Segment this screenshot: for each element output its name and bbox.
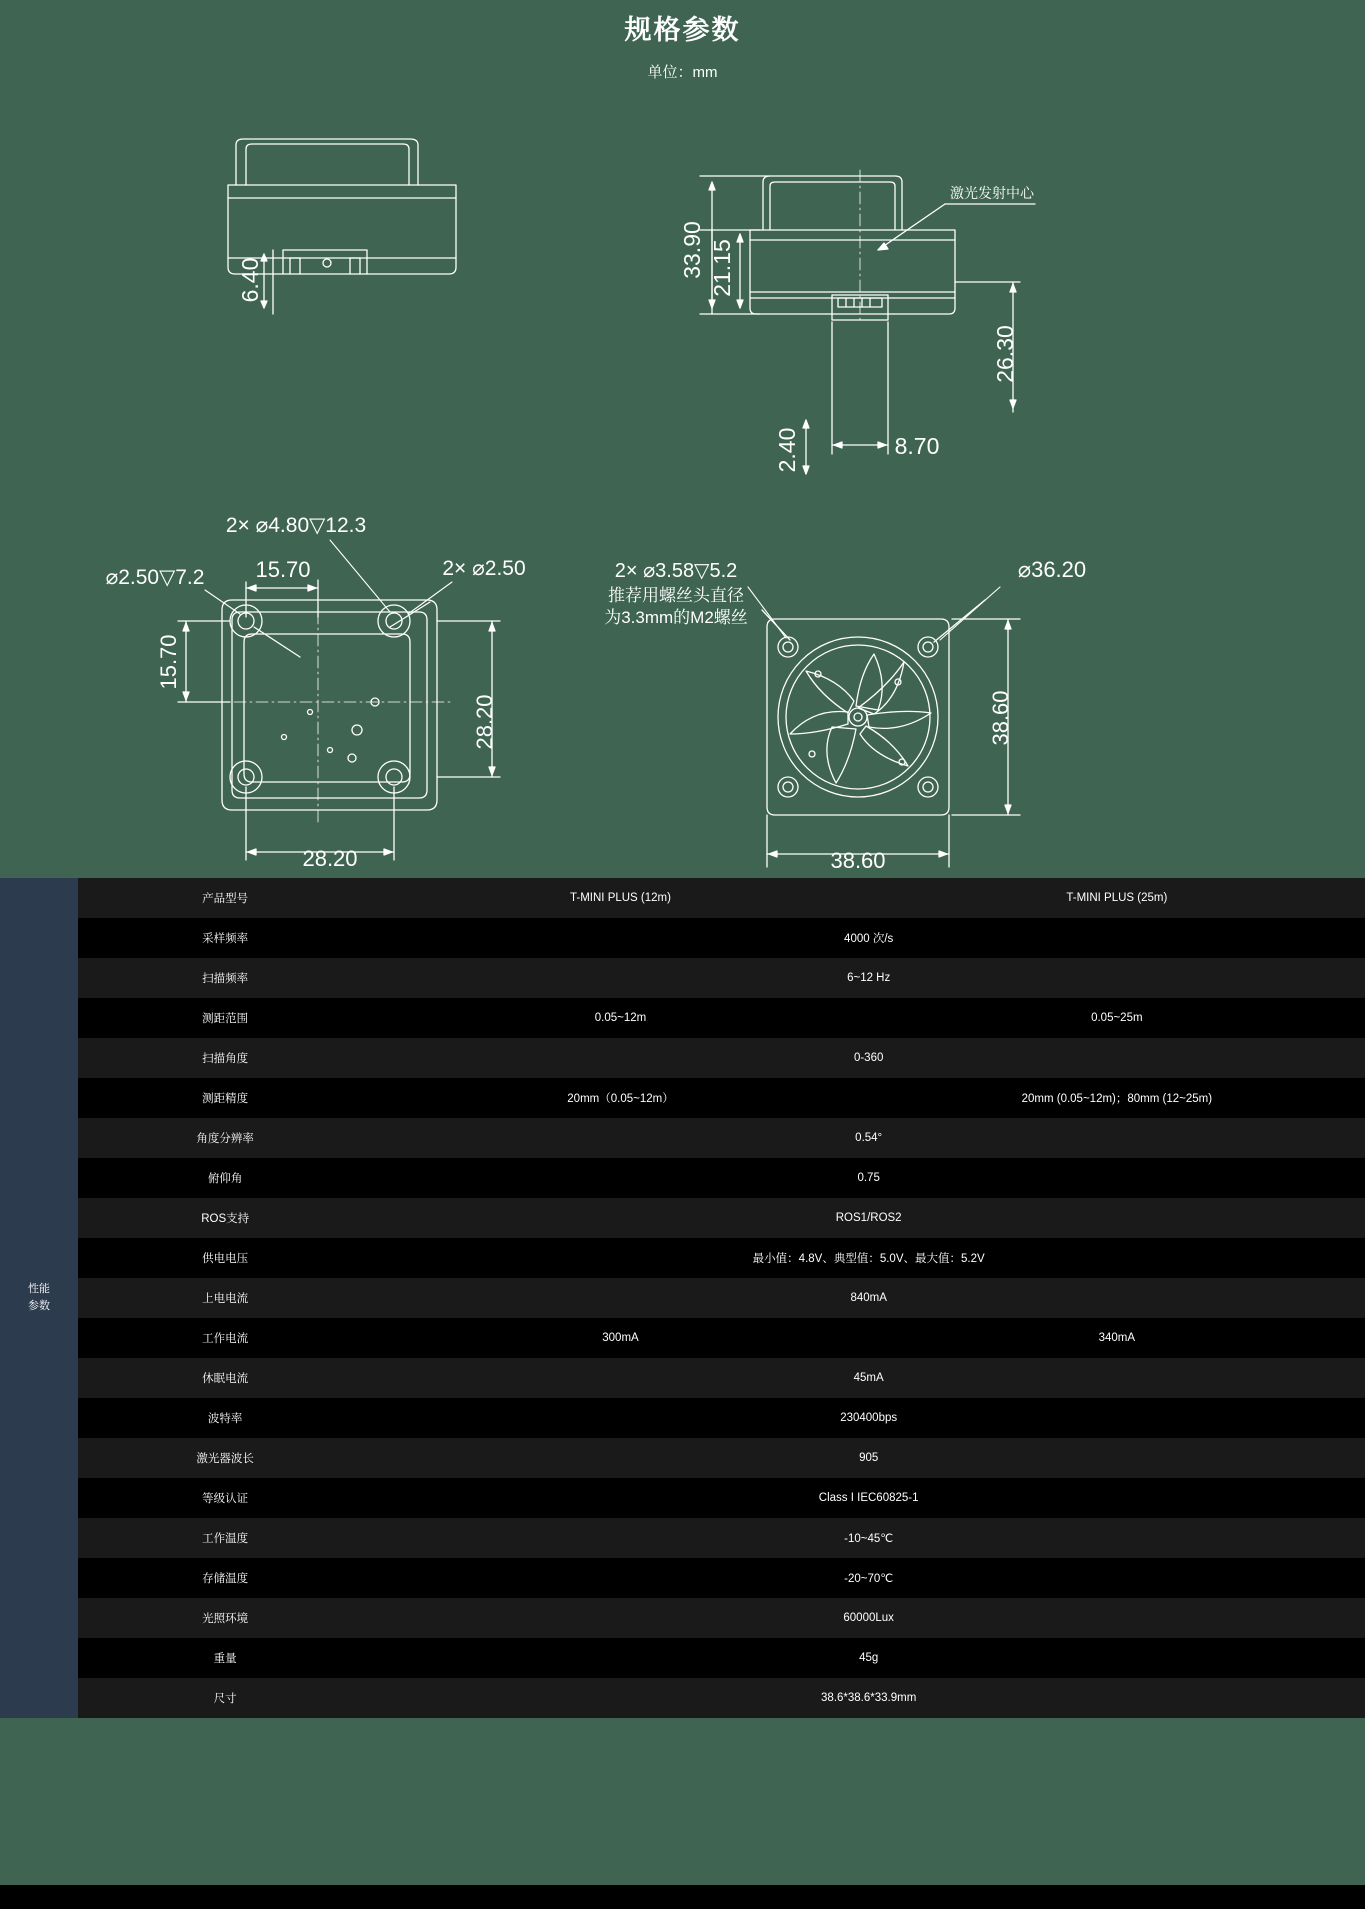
dim-2-40 [803, 420, 809, 474]
label-top-w: 38.60 [830, 848, 886, 873]
spec-value: 0-360 [372, 1038, 1365, 1078]
table-row [78, 958, 1365, 998]
table-row [78, 1238, 1365, 1278]
spec-value: 230400bps [372, 1398, 1365, 1438]
table-row [78, 1558, 1365, 1598]
label-top-dia: ⌀36.20 [1017, 557, 1087, 582]
spec-value-12m: 300mA [372, 1318, 868, 1358]
table-row [78, 1518, 1365, 1558]
spec-key: 激光器波长 [78, 1438, 372, 1478]
spec-value-25m: 340mA [869, 1318, 1365, 1358]
label-bottom-hole-b: 2× ⌀2.50 [442, 557, 526, 580]
spec-value-25m: 0.05~25m [869, 998, 1365, 1038]
label-front-depth: 6.40 [237, 257, 263, 303]
table-footer-strip [0, 1885, 1365, 1909]
table-row [78, 1398, 1365, 1438]
spec-value-12m: T-MINI PLUS (12m) [372, 878, 868, 918]
table-row [78, 1678, 1365, 1718]
spec-table-wrapper [0, 878, 1365, 1718]
spec-key: 扫描角度 [78, 1038, 372, 1078]
spec-value: 0.54° [372, 1118, 1365, 1158]
label-height-total: 33.90 [679, 221, 705, 279]
spec-key: 工作温度 [78, 1518, 372, 1558]
table-row [78, 1638, 1365, 1678]
unit-note: 单位：mm [647, 64, 718, 81]
label-top-hole: 2× ⌀3.58▽5.2 [614, 560, 738, 582]
table-row [78, 878, 1365, 918]
top-view-drawing [762, 600, 985, 815]
spec-key: 供电电压 [78, 1238, 372, 1278]
side-label-line2: 参数 [28, 1300, 50, 1312]
table-row [78, 1478, 1365, 1518]
spec-key: 产品型号 [78, 878, 372, 918]
spec-value: 905 [372, 1438, 1365, 1478]
table-row [78, 1158, 1365, 1198]
spec-value: Class I IEC60825-1 [372, 1478, 1365, 1518]
spec-value: -20~70℃ [372, 1558, 1365, 1598]
label-bottom-h1: 15.70 [156, 634, 181, 690]
table-row [78, 1598, 1365, 1638]
table-row [78, 1318, 1365, 1358]
spec-key: 等级认证 [78, 1478, 372, 1518]
spec-value: 60000Lux [372, 1598, 1365, 1638]
spec-key: ROS支持 [78, 1198, 372, 1238]
table-row [78, 1198, 1365, 1238]
label-conn-width: 8.70 [894, 433, 940, 459]
spec-value: ROS1/ROS2 [372, 1198, 1365, 1238]
page-title: 规格参数 [624, 15, 741, 45]
spec-key: 光照环境 [78, 1598, 372, 1638]
label-bottom-hole-a: 2× ⌀4.80▽12.3 [225, 514, 367, 537]
label-bottom-hole-c: ⌀2.50▽7.2 [105, 566, 205, 589]
table-row [78, 918, 1365, 958]
spec-key: 上电电流 [78, 1278, 372, 1318]
spec-value: 最小值：4.8V、典型值：5.0V、最大值：5.2V [372, 1238, 1365, 1278]
label-bottom-h2: 28.20 [472, 694, 497, 750]
spec-value: 4000 次/s [372, 918, 1365, 958]
spec-key: 俯仰角 [78, 1158, 372, 1198]
table-row [78, 1038, 1365, 1078]
table-row [78, 1358, 1365, 1398]
spec-value-25m: T-MINI PLUS (25m) [869, 878, 1365, 918]
spec-value: 6~12 Hz [372, 958, 1365, 998]
spec-value-25m: 20mm (0.05~12m)；80mm (12~25m) [869, 1078, 1365, 1118]
spec-key: 存储温度 [78, 1558, 372, 1598]
spec-key: 休眠电流 [78, 1358, 372, 1398]
label-bottom-w1: 15.70 [255, 557, 311, 582]
spec-key: 重量 [78, 1638, 372, 1678]
spec-key: 扫描频率 [78, 958, 372, 998]
spec-key: 工作电流 [78, 1318, 372, 1358]
spec-key: 测距范围 [78, 998, 372, 1038]
spec-value: 45mA [372, 1358, 1365, 1398]
table-row [78, 1118, 1365, 1158]
spec-table [78, 878, 1365, 1718]
front-view-drawing [228, 139, 456, 274]
spec-key: 角度分辨率 [78, 1118, 372, 1158]
table-row [78, 1078, 1365, 1118]
label-top-note-2: 为3.3mm的M2螺丝 [604, 608, 748, 627]
spec-key: 测距精度 [78, 1078, 372, 1118]
side-label-line1: 性能 [28, 1283, 50, 1295]
spec-value: 38.6*38.6*33.9mm [372, 1678, 1365, 1718]
dim-21-15 [737, 234, 743, 308]
spec-key: 尺寸 [78, 1678, 372, 1718]
spec-value-12m: 20mm（0.05~12m） [372, 1078, 868, 1118]
table-row [78, 998, 1365, 1038]
label-top-note-1: 推荐用螺丝头直径 [608, 586, 744, 605]
spec-value: 0.75 [372, 1158, 1365, 1198]
spec-value: 840mA [372, 1278, 1365, 1318]
label-conn-small: 2.40 [774, 427, 800, 473]
spec-table-side-label [0, 878, 78, 1718]
table-row [78, 1278, 1365, 1318]
label-laser-center: 激光发射中心 [950, 185, 1034, 201]
label-height-mid: 21.15 [709, 239, 735, 297]
table-row [78, 1438, 1365, 1478]
label-top-h: 38.60 [988, 690, 1013, 746]
spec-key: 波特率 [78, 1398, 372, 1438]
label-height-right: 26.30 [992, 325, 1018, 383]
spec-value-12m: 0.05~12m [372, 998, 868, 1038]
bottom-view-drawing [212, 590, 452, 822]
label-bottom-w2: 28.20 [302, 846, 358, 871]
spec-value: 45g [372, 1638, 1365, 1678]
technical-drawings [0, 82, 1365, 927]
drawings-svg [0, 82, 1365, 927]
spec-key: 采样频率 [78, 918, 372, 958]
spec-value: -10~45℃ [372, 1518, 1365, 1558]
dim-8-70 [832, 322, 888, 454]
